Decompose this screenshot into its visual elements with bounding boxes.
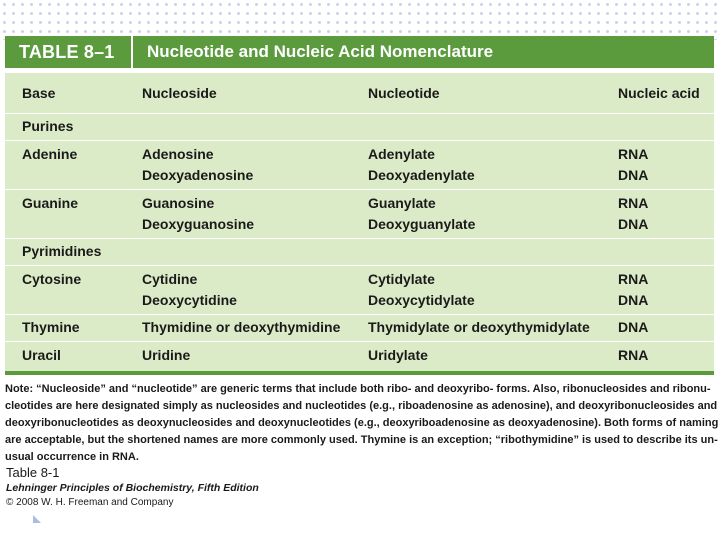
nucleotide-cell <box>368 193 475 235</box>
nucleotide-name: Cytidylate <box>368 271 435 287</box>
caption-copyright: © 2008 W. H. Freeman and Company <box>6 497 174 508</box>
nucleoside-cell <box>142 345 190 366</box>
nucleotide-cell <box>368 345 428 366</box>
dot-pattern-background <box>0 0 720 40</box>
base-name: Uracil <box>22 347 61 363</box>
nucleotide-name: Guanylate <box>368 195 436 211</box>
note-line: are acceptable, but the shortened names are more commonly used. Thymine is an exception; “ribothymidine” is used to describe its un- <box>5 434 718 446</box>
note-line: usual occurrence in RNA. <box>5 451 139 463</box>
table-title: Nucleotide and Nucleic Acid Nomenclature <box>147 42 494 61</box>
nucleic-acid-cell <box>618 193 648 235</box>
nucleic-acid-name: DNA <box>618 292 649 308</box>
nucleoside-name: Cytidine <box>142 271 198 287</box>
nucleoside-name: Deoxyguanosine <box>142 216 255 232</box>
nucleoside-name: Deoxycytidine <box>142 292 237 308</box>
nomenclature-table <box>5 36 714 375</box>
note-line: cleotides are here designated simply as nucleosides and nucleotides (e.g., riboadenosine as adenosine), and deoxyribonucleosides and <box>5 400 718 412</box>
nucleotide-name: Uridylate <box>368 347 428 363</box>
nucleoside-name: Deoxyadenosine <box>142 167 254 183</box>
nucleic-acid-cell <box>618 345 648 366</box>
table-id-label: TABLE 8–1 <box>5 36 133 68</box>
table-body <box>5 70 714 371</box>
nucleoside-name: Uridine <box>142 347 191 363</box>
nucleotide-name: Deoxyadenylate <box>368 167 475 183</box>
table-header-row <box>5 73 714 113</box>
nucleic-acid-cell <box>618 144 648 186</box>
nucleic-acid-name: DNA <box>618 319 649 335</box>
note-text: “Nucleoside” and “nucleotide” are generic terms that include both ribo- and deoxyribo- forms. Also, ribonucleosides and ribonu- <box>36 383 711 395</box>
nucleic-acid-name: RNA <box>618 347 649 363</box>
nucleotide-name: Thymidylate or deoxythymidylate <box>368 319 590 335</box>
table-row <box>5 189 714 238</box>
table-row <box>5 314 714 341</box>
figure-caption <box>6 464 259 510</box>
nucleic-acid-name: DNA <box>618 167 649 183</box>
table-row <box>5 140 714 189</box>
header-nucleic-acid: Nucleic acid <box>618 85 700 101</box>
nucleoside-name: Thymidine or deoxythymidine <box>142 319 341 335</box>
nucleic-acid-name: DNA <box>618 216 649 232</box>
table-note <box>5 381 719 466</box>
section-row-pyrimidines <box>5 238 714 265</box>
nucleoside-cell <box>142 317 340 338</box>
base-name: Adenine <box>22 146 78 162</box>
corner-triangle-mark <box>33 515 41 523</box>
section-row-purines <box>5 113 714 140</box>
nucleic-acid-name: RNA <box>618 195 649 211</box>
nucleoside-cell <box>142 144 253 186</box>
section-label: Pyrimidines <box>22 243 102 259</box>
section-label: Purines <box>22 118 74 134</box>
header-nucleotide: Nucleotide <box>368 85 440 101</box>
base-name: Guanine <box>22 195 79 211</box>
note-line <box>5 381 710 398</box>
caption-book-title: Lehninger Principles of Biochemistry, Fifth Edition <box>6 482 259 494</box>
header-nucleoside: Nucleoside <box>142 85 217 101</box>
table-bottom-rule <box>5 371 714 375</box>
nucleoside-cell <box>142 269 237 311</box>
nucleoside-name: Guanosine <box>142 195 215 211</box>
base-name: Cytosine <box>22 271 82 287</box>
base-name: Thymine <box>22 319 80 335</box>
header-base: Base <box>22 85 56 101</box>
caption-table-ref: Table 8-1 <box>6 465 60 480</box>
nucleotide-name: Deoxycytidylate <box>368 292 475 308</box>
note-label: Note: <box>5 383 34 395</box>
nucleoside-name: Adenosine <box>142 146 214 162</box>
nucleotide-name: Deoxyguanylate <box>368 216 476 232</box>
note-line: deoxyribonucleotides as deoxynucleosides and deoxynucleotides (e.g., deoxyriboadenosine as deoxyadenosine). Both forms of naming <box>5 417 719 429</box>
table-title-bar <box>5 36 714 70</box>
nucleic-acid-name: RNA <box>618 271 649 287</box>
nucleotide-cell <box>368 269 475 311</box>
nucleotide-cell <box>368 144 475 186</box>
nucleotide-name: Adenylate <box>368 146 435 162</box>
table-row <box>5 265 714 314</box>
nucleic-acid-name: RNA <box>618 146 649 162</box>
table-row <box>5 341 714 371</box>
nucleic-acid-cell <box>618 317 648 338</box>
nucleotide-cell <box>368 317 590 338</box>
nucleic-acid-cell <box>618 269 648 311</box>
nucleoside-cell <box>142 193 254 235</box>
